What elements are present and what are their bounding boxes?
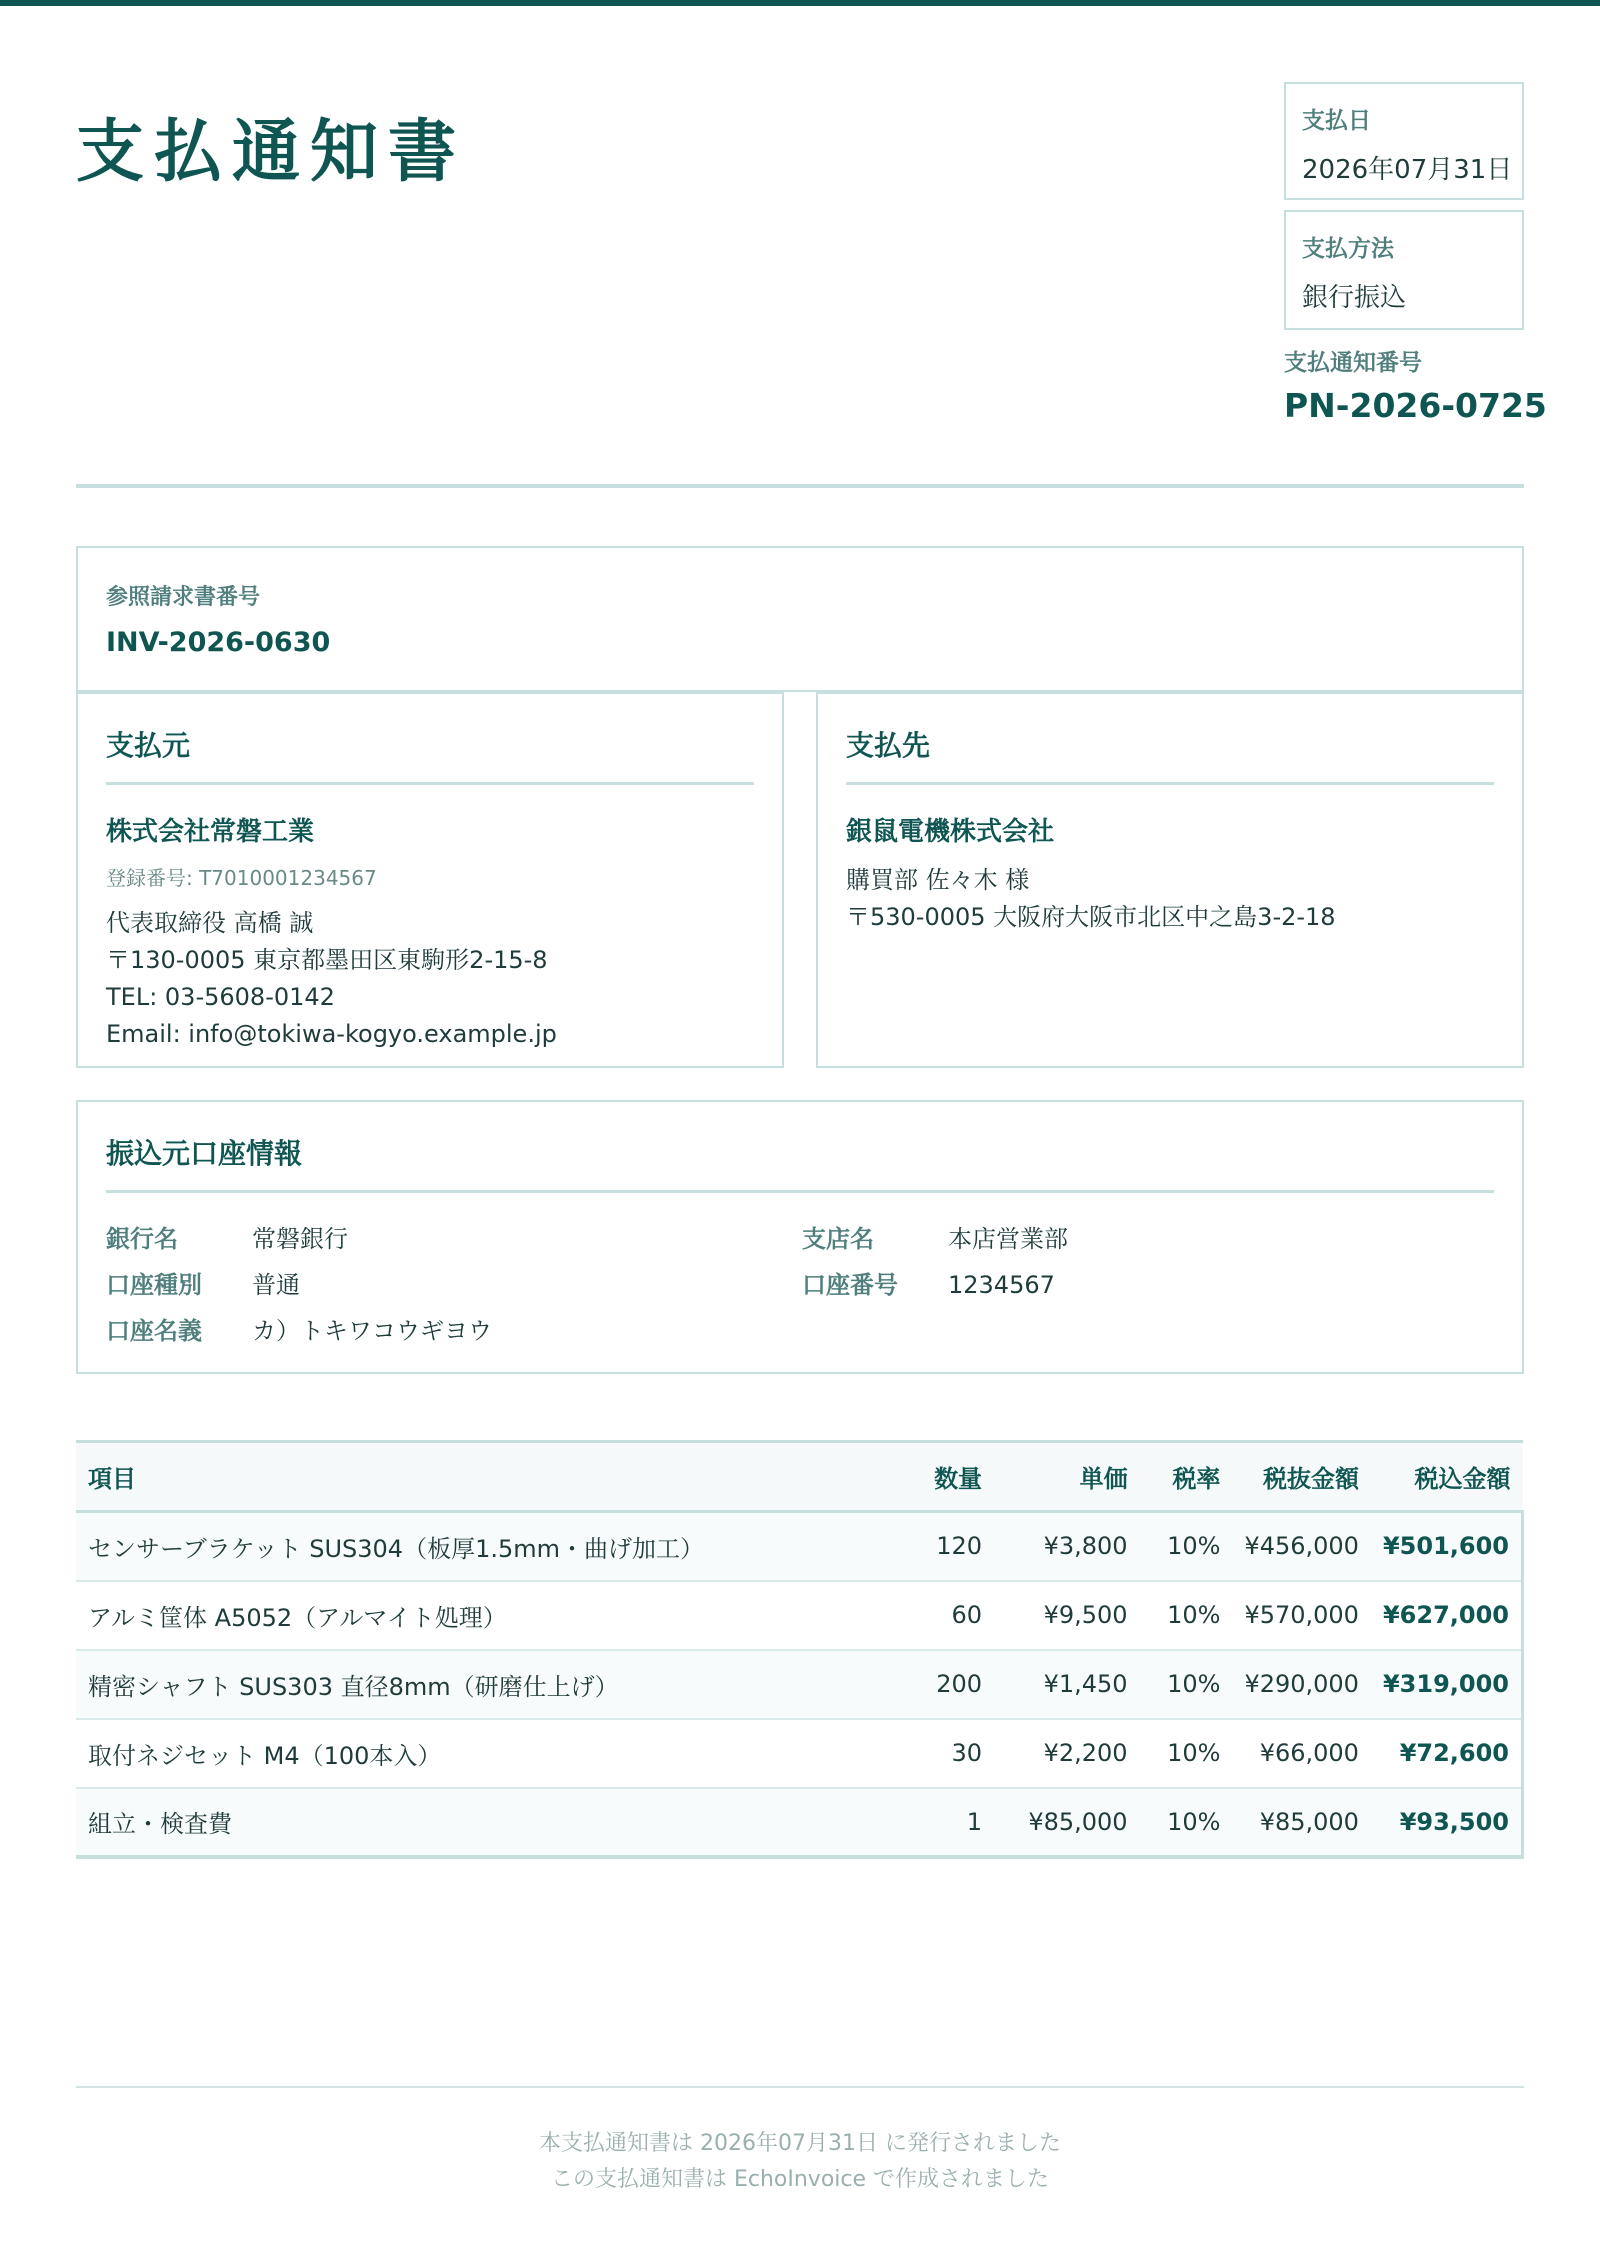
table-row (76, 1719, 1523, 1788)
branch-label: 支店名 (802, 1225, 874, 1253)
item-quantity: 200 (866, 1650, 994, 1719)
payer-representative: 代表取締役 高橋 誠 (106, 909, 314, 937)
item-total: ¥93,500 (1371, 1788, 1523, 1857)
payer-name: 株式会社常磐工業 (106, 817, 315, 847)
notice-number-value: PN-2026-0725 (1284, 386, 1547, 425)
bank-name-value: 常磐銀行 (252, 1225, 348, 1253)
branch-value: 本店営業部 (948, 1225, 1068, 1253)
item-subtotal: ¥290,000 (1232, 1650, 1371, 1719)
item-quantity: 30 (866, 1719, 994, 1788)
item-name: 組立・検査費 (76, 1788, 866, 1857)
item-quantity: 60 (866, 1581, 994, 1650)
item-total: ¥72,600 (1371, 1719, 1523, 1788)
item-tax-rate: 10% (1140, 1581, 1233, 1650)
account-type-row (106, 1265, 300, 1300)
notice-number-label: 支払通知番号 (1284, 350, 1422, 376)
reference-invoice-label: 参照請求書番号 (106, 585, 261, 610)
item-total: ¥501,600 (1371, 1512, 1523, 1581)
payment-date-label: 支払日 (1302, 108, 1371, 134)
payer-section (76, 692, 784, 1068)
item-total: ¥319,000 (1371, 1650, 1523, 1719)
column-header-unit-price: 単価 (1079, 1465, 1128, 1493)
item-subtotal: ¥570,000 (1232, 1581, 1371, 1650)
item-tax-rate: 10% (1140, 1788, 1233, 1857)
bank-name-label: 銀行名 (106, 1225, 178, 1253)
account-holder-value: カ）トキワコウギヨウ (252, 1317, 492, 1345)
account-number-value: 1234567 (948, 1271, 1055, 1299)
reference-invoice-value: INV-2026-0630 (106, 627, 331, 658)
table-header-row (76, 1442, 1523, 1512)
table-row (76, 1650, 1523, 1719)
payer-address: 〒130-0005 東京都墨田区東駒形2-15-8 (106, 946, 548, 974)
item-unit-price: ¥9,500 (994, 1581, 1140, 1650)
column-header-item: 項目 (88, 1465, 136, 1493)
account-type-label: 口座種別 (106, 1271, 202, 1299)
payee-name: 銀鼠電機株式会社 (846, 817, 1055, 847)
item-name: 精密シャフト SUS303 直径8mm（研磨仕上げ） (76, 1650, 866, 1719)
account-number-label: 口座番号 (802, 1271, 898, 1299)
bank-heading: 振込元口座情報 (106, 1132, 1494, 1193)
payer-email: Email: info@tokiwa-kogyo.example.jp (106, 1020, 557, 1048)
document-title: 支払通知書 (76, 113, 467, 192)
branch-row (802, 1219, 1068, 1254)
item-unit-price: ¥3,800 (994, 1512, 1140, 1581)
account-holder-row (106, 1311, 492, 1346)
footer-generated-note: この支払通知書は EchoInvoice で作成されました (550, 2167, 1050, 2192)
payment-method-box (1284, 210, 1524, 330)
item-total: ¥627,000 (1371, 1581, 1523, 1650)
item-subtotal: ¥66,000 (1232, 1719, 1371, 1788)
table-row (76, 1581, 1523, 1650)
item-name: アルミ筐体 A5052（アルマイト処理） (76, 1581, 866, 1650)
column-header-subtotal: 税抜金額 (1262, 1465, 1359, 1493)
item-unit-price: ¥1,450 (994, 1650, 1140, 1719)
payment-date-value: 2026年07月31日 (1302, 155, 1513, 185)
payment-notice-page (76, 6, 1547, 2263)
line-items-table (76, 1440, 1524, 1859)
item-quantity: 120 (866, 1512, 994, 1581)
account-holder-label: 口座名義 (106, 1317, 202, 1345)
column-header-total: 税込金額 (1414, 1465, 1511, 1493)
payer-heading: 支払元 (106, 724, 754, 785)
reference-invoice-box (76, 546, 1524, 692)
payer-phone: TEL: 03-5608-0142 (106, 983, 335, 1011)
footer-divider (76, 2086, 1524, 2088)
column-header-quantity: 数量 (934, 1465, 983, 1493)
bank-account-section (76, 1100, 1524, 1374)
column-header-tax-rate: 税率 (1172, 1465, 1221, 1493)
item-name: 取付ネジセット M4（100本入） (76, 1719, 866, 1788)
item-subtotal: ¥85,000 (1232, 1788, 1371, 1857)
account-number-row (802, 1265, 1055, 1300)
payee-address: 〒530-0005 大阪府大阪市北区中之島3-2-18 (846, 903, 1336, 931)
item-name: センサーブラケット SUS304（板厚1.5mm・曲げ加工） (76, 1512, 866, 1581)
table-row (76, 1512, 1523, 1581)
bank-details (106, 1193, 1494, 1343)
payee-section (816, 692, 1524, 1068)
footer-issued-note: 本支払通知書は 2026年07月31日 に発行されました (539, 2131, 1061, 2156)
payment-method-label: 支払方法 (1302, 236, 1394, 262)
item-tax-rate: 10% (1140, 1650, 1233, 1719)
payment-method-value: 銀行振込 (1302, 283, 1407, 313)
item-tax-rate: 10% (1140, 1512, 1233, 1581)
payee-contact: 購買部 佐々木 様 (846, 866, 1030, 894)
item-tax-rate: 10% (1140, 1719, 1233, 1788)
item-unit-price: ¥85,000 (994, 1788, 1140, 1857)
bank-name-row (106, 1219, 348, 1254)
item-subtotal: ¥456,000 (1232, 1512, 1371, 1581)
table-row (76, 1788, 1523, 1857)
payer-registration: 登録番号: T7010001234567 (106, 866, 377, 890)
item-quantity: 1 (866, 1788, 994, 1857)
account-type-value: 普通 (252, 1271, 300, 1299)
item-unit-price: ¥2,200 (994, 1719, 1140, 1788)
payment-date-box (1284, 82, 1524, 200)
header-divider (76, 484, 1524, 488)
payee-heading: 支払先 (846, 724, 1494, 785)
